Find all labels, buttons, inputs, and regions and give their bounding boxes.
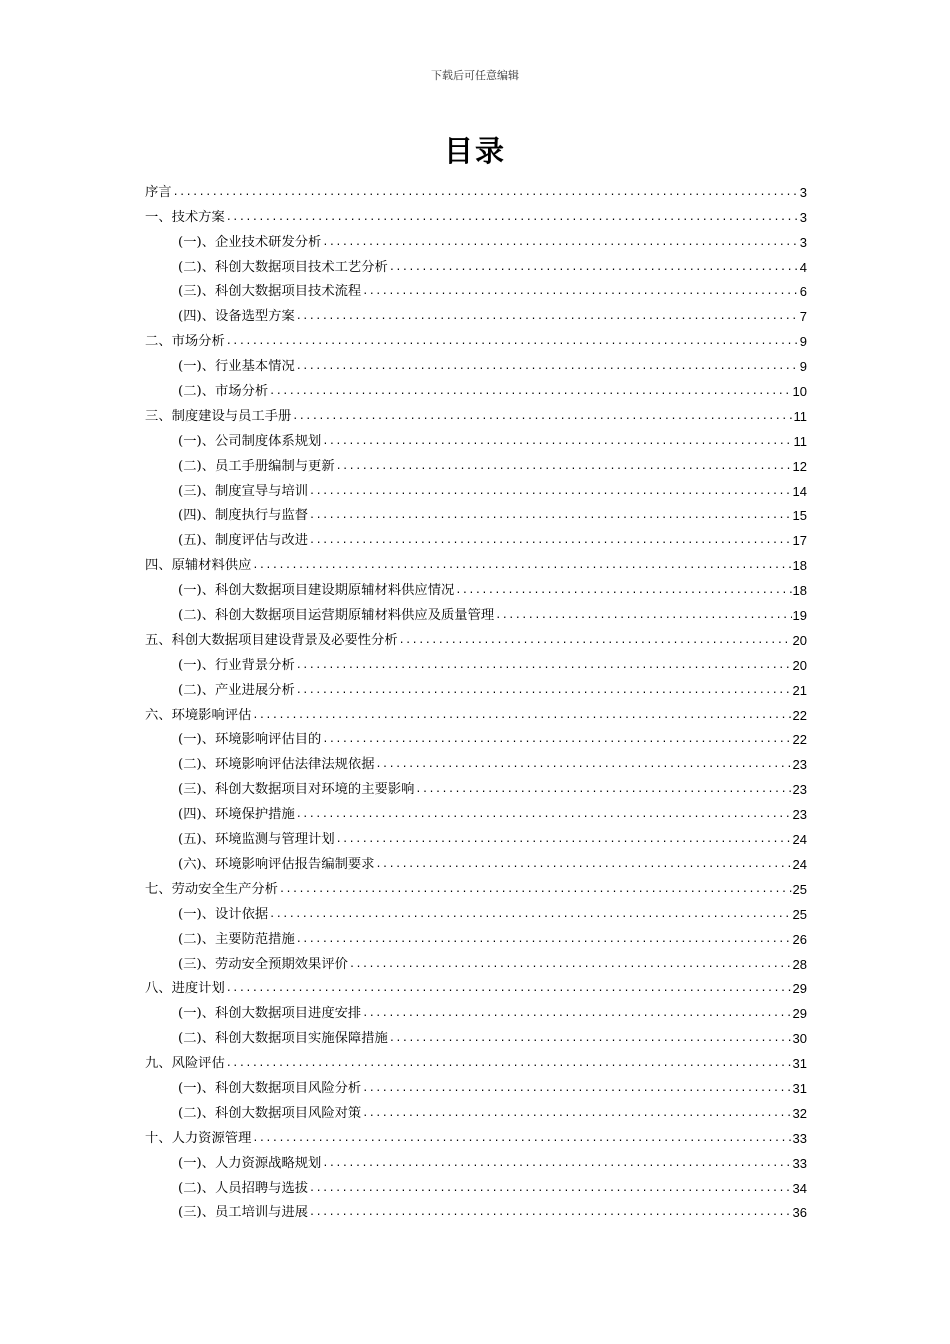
toc-entry-page-number: 25 xyxy=(792,881,807,897)
toc-dot-leader xyxy=(415,783,791,797)
toc-entry-page-number: 29 xyxy=(792,1006,807,1022)
toc-entry-label: (一)、行业背景分析 xyxy=(178,657,295,673)
toc-entry-label: (四)、设备选型方案 xyxy=(178,309,295,325)
toc-entry[interactable] xyxy=(145,424,807,449)
toc-entry-label: (一)、公司制度体系规划 xyxy=(178,433,322,449)
toc-entry-label: (一)、人力资源战略规划 xyxy=(178,1155,322,1171)
toc-entry-page-number: 31 xyxy=(792,1056,807,1072)
toc-entry-page-number: 21 xyxy=(792,682,807,698)
toc-dot-leader xyxy=(292,410,792,424)
toc-entry[interactable] xyxy=(145,573,807,598)
toc-entry[interactable] xyxy=(145,847,807,872)
toc-dot-leader xyxy=(495,609,791,623)
toc-entry-page-number: 34 xyxy=(792,1180,807,1196)
toc-dot-leader xyxy=(309,534,791,548)
toc-entry-label: 七、劳动安全生产分析 xyxy=(145,881,278,897)
toc-entry[interactable] xyxy=(145,474,807,499)
toc-entry-page-number: 29 xyxy=(792,981,807,997)
toc-entry-label: (五)、制度评估与改进 xyxy=(178,533,309,549)
toc-entry[interactable] xyxy=(145,499,807,524)
toc-dot-leader xyxy=(336,833,792,847)
toc-entry[interactable] xyxy=(145,225,807,250)
toc-entry-page-number: 22 xyxy=(792,732,807,748)
toc-dot-leader xyxy=(296,684,792,698)
toc-entry-page-number: 20 xyxy=(792,657,807,673)
toc-entry-label: (二)、科创大数据项目实施保障措施 xyxy=(178,1031,388,1047)
toc-entry[interactable] xyxy=(145,598,807,623)
toc-entry-page-number: 3 xyxy=(799,184,807,200)
toc-entry-label: (二)、科创大数据项目运营期原辅材料供应及质量管理 xyxy=(178,608,495,624)
toc-dot-leader xyxy=(296,360,799,374)
toc-entry[interactable] xyxy=(145,1021,807,1046)
toc-dot-leader xyxy=(376,858,792,872)
toc-dot-leader xyxy=(322,1157,791,1171)
toc-entry-page-number: 7 xyxy=(799,309,807,325)
toc-entry-label: (二)、员工手册编制与更新 xyxy=(178,458,335,474)
toc-entry[interactable] xyxy=(145,1171,807,1196)
toc-entry-label: (四)、环境保护措施 xyxy=(178,807,295,823)
toc-entry[interactable] xyxy=(145,349,807,374)
toc-entry-page-number: 9 xyxy=(799,334,807,350)
toc-dot-leader xyxy=(362,1082,791,1096)
toc-entry-label: (四)、制度执行与监督 xyxy=(178,508,309,524)
toc-entry[interactable] xyxy=(145,747,807,772)
toc-entry-label: (二)、科创大数据项目风险对策 xyxy=(178,1105,362,1121)
toc-dot-leader xyxy=(362,285,799,299)
toc-dot-leader xyxy=(376,758,792,772)
toc-entry-label: (一)、行业基本情况 xyxy=(178,359,295,375)
toc-dot-leader xyxy=(296,310,799,324)
toc-entry-page-number: 18 xyxy=(792,558,807,574)
toc-entry-label: (一)、企业技术研发分析 xyxy=(178,234,322,250)
toc-entry[interactable] xyxy=(145,822,807,847)
toc-entry-page-number: 20 xyxy=(792,632,807,648)
toc-entry-page-number: 12 xyxy=(792,458,807,474)
toc-entry[interactable] xyxy=(145,299,807,324)
toc-entry-label: (三)、制度宣导与培训 xyxy=(178,483,309,499)
toc-dot-leader xyxy=(226,211,799,225)
toc-dot-leader xyxy=(296,933,792,947)
toc-entry-label: 八、进度计划 xyxy=(145,981,225,997)
toc-entry-label: 四、原辅材料供应 xyxy=(145,558,252,574)
toc-entry-page-number: 26 xyxy=(792,931,807,947)
toc-entry[interactable] xyxy=(145,200,807,225)
toc-entry[interactable] xyxy=(145,449,807,474)
toc-entry-label: 序言 xyxy=(145,184,172,200)
toc-entry[interactable] xyxy=(145,175,807,200)
toc-entry-label: 十、人力资源管理 xyxy=(145,1130,252,1146)
toc-entry-label: (一)、科创大数据项目进度安排 xyxy=(178,1006,362,1022)
toc-dot-leader xyxy=(226,335,799,349)
toc-dot-leader xyxy=(309,485,791,499)
toc-dot-leader xyxy=(399,634,792,648)
toc-dot-leader xyxy=(279,883,792,897)
toc-entry-page-number: 32 xyxy=(792,1105,807,1121)
toc-entry-label: (六)、环境影响评估报告编制要求 xyxy=(178,856,375,872)
toc-entry-label: (二)、环境影响评估法律法规依据 xyxy=(178,757,375,773)
toc-entry-label: (一)、科创大数据项目建设期原辅材料供应情况 xyxy=(178,583,455,599)
toc-entry-label: (三)、员工培训与进展 xyxy=(178,1205,309,1221)
toc-entry-page-number: 31 xyxy=(792,1080,807,1096)
table-of-contents xyxy=(145,175,807,1220)
toc-entry-page-number: 33 xyxy=(792,1130,807,1146)
toc-dot-leader xyxy=(269,385,791,399)
toc-entry[interactable] xyxy=(145,1146,807,1171)
toc-entry[interactable] xyxy=(145,648,807,673)
toc-entry[interactable] xyxy=(145,1196,807,1221)
toc-entry-page-number: 6 xyxy=(799,284,807,300)
toc-dot-leader xyxy=(269,908,791,922)
toc-entry[interactable] xyxy=(145,698,807,723)
toc-entry-page-number: 4 xyxy=(799,259,807,275)
toc-dot-leader xyxy=(349,958,792,972)
toc-entry-page-number: 25 xyxy=(792,906,807,922)
toc-entry[interactable] xyxy=(145,897,807,922)
toc-dot-leader xyxy=(322,236,798,250)
toc-entry[interactable] xyxy=(145,797,807,822)
toc-entry[interactable] xyxy=(145,523,807,548)
toc-dot-leader xyxy=(173,186,799,200)
toc-entry[interactable] xyxy=(145,872,807,897)
toc-entry-label: (一)、环境影响评估目的 xyxy=(178,732,322,748)
toc-entry-page-number: 11 xyxy=(793,408,807,424)
toc-entry-page-number: 28 xyxy=(792,956,807,972)
toc-entry[interactable] xyxy=(145,1096,807,1121)
page-header: 下载后可任意编辑 xyxy=(431,69,519,82)
toc-entry[interactable] xyxy=(145,723,807,748)
toc-entry-label: 三、制度建设与员工手册 xyxy=(145,408,292,424)
toc-entry-label: 六、环境影响评估 xyxy=(145,707,252,723)
toc-dot-leader xyxy=(362,1107,791,1121)
toc-entry-page-number: 3 xyxy=(799,234,807,250)
toc-entry[interactable] xyxy=(145,1046,807,1071)
toc-entry-page-number: 3 xyxy=(799,209,807,225)
toc-entry-label: (三)、劳动安全预期效果评价 xyxy=(178,956,348,972)
toc-entry-label: (二)、人员招聘与选拔 xyxy=(178,1180,309,1196)
toc-entry-page-number: 22 xyxy=(792,707,807,723)
toc-entry-page-number: 24 xyxy=(792,832,807,848)
toc-entry[interactable] xyxy=(145,947,807,972)
toc-entry[interactable] xyxy=(145,374,807,399)
toc-entry-page-number: 36 xyxy=(792,1205,807,1221)
toc-entry-page-number: 18 xyxy=(792,583,807,599)
toc-entry[interactable] xyxy=(145,1121,807,1146)
toc-entry[interactable] xyxy=(145,772,807,797)
toc-entry-page-number: 15 xyxy=(792,508,807,524)
toc-dot-leader xyxy=(252,709,791,723)
toc-entry-label: 一、技术方案 xyxy=(145,209,225,225)
toc-entry-label: (二)、主要防范措施 xyxy=(178,931,295,947)
toc-entry-label: 五、科创大数据项目建设背景及必要性分析 xyxy=(145,632,398,648)
toc-entry[interactable] xyxy=(145,996,807,1021)
toc-entry-label: (二)、产业进展分析 xyxy=(178,682,295,698)
toc-dot-leader xyxy=(389,261,799,275)
toc-dot-leader xyxy=(322,733,791,747)
toc-entry[interactable] xyxy=(145,275,807,300)
toc-entry[interactable] xyxy=(145,1071,807,1096)
toc-entry[interactable] xyxy=(145,972,807,997)
toc-entry[interactable] xyxy=(145,399,807,424)
toc-entry[interactable] xyxy=(145,250,807,275)
toc-entry[interactable] xyxy=(145,623,807,648)
toc-entry-label: (三)、科创大数据项目对环境的主要影响 xyxy=(178,782,415,798)
page-title: 目录 xyxy=(443,134,506,168)
toc-entry-label: (五)、环境监测与管理计划 xyxy=(178,832,335,848)
toc-entry-page-number: 11 xyxy=(793,433,807,449)
toc-entry-page-number: 30 xyxy=(792,1031,807,1047)
toc-entry-label: (一)、科创大数据项目风险分析 xyxy=(178,1080,362,1096)
toc-dot-leader xyxy=(336,460,792,474)
toc-entry-label: (三)、科创大数据项目技术流程 xyxy=(178,284,362,300)
toc-dot-leader xyxy=(226,1057,792,1071)
toc-dot-leader xyxy=(296,659,792,673)
toc-entry-label: 九、风险评估 xyxy=(145,1056,225,1072)
toc-entry-label: 二、市场分析 xyxy=(145,334,225,350)
toc-entry[interactable] xyxy=(145,922,807,947)
toc-entry-label: (二)、科创大数据项目技术工艺分析 xyxy=(178,259,388,275)
toc-entry-page-number: 23 xyxy=(792,782,807,798)
toc-entry-page-number: 19 xyxy=(792,608,807,624)
toc-dot-leader xyxy=(252,1132,791,1146)
toc-entry-page-number: 23 xyxy=(792,757,807,773)
toc-entry-page-number: 24 xyxy=(792,856,807,872)
toc-dot-leader xyxy=(455,584,791,598)
toc-entry[interactable] xyxy=(145,548,807,573)
toc-entry-page-number: 33 xyxy=(792,1155,807,1171)
toc-dot-leader xyxy=(309,1206,791,1220)
toc-dot-leader xyxy=(226,982,792,996)
toc-dot-leader xyxy=(322,435,792,449)
toc-entry-page-number: 14 xyxy=(792,483,807,499)
toc-entry-page-number: 9 xyxy=(799,359,807,375)
toc-entry[interactable] xyxy=(145,324,807,349)
toc-entry-page-number: 23 xyxy=(792,807,807,823)
toc-entry-page-number: 10 xyxy=(792,384,807,400)
toc-entry-page-number: 17 xyxy=(792,533,807,549)
toc-dot-leader xyxy=(309,1182,791,1196)
toc-entry-label: (一)、设计依据 xyxy=(178,906,269,922)
toc-dot-leader xyxy=(389,1032,792,1046)
toc-entry[interactable] xyxy=(145,673,807,698)
toc-entry-label: (二)、市场分析 xyxy=(178,384,269,400)
toc-dot-leader xyxy=(296,808,792,822)
toc-dot-leader xyxy=(362,1007,791,1021)
toc-dot-leader xyxy=(252,559,791,573)
toc-dot-leader xyxy=(309,509,791,523)
